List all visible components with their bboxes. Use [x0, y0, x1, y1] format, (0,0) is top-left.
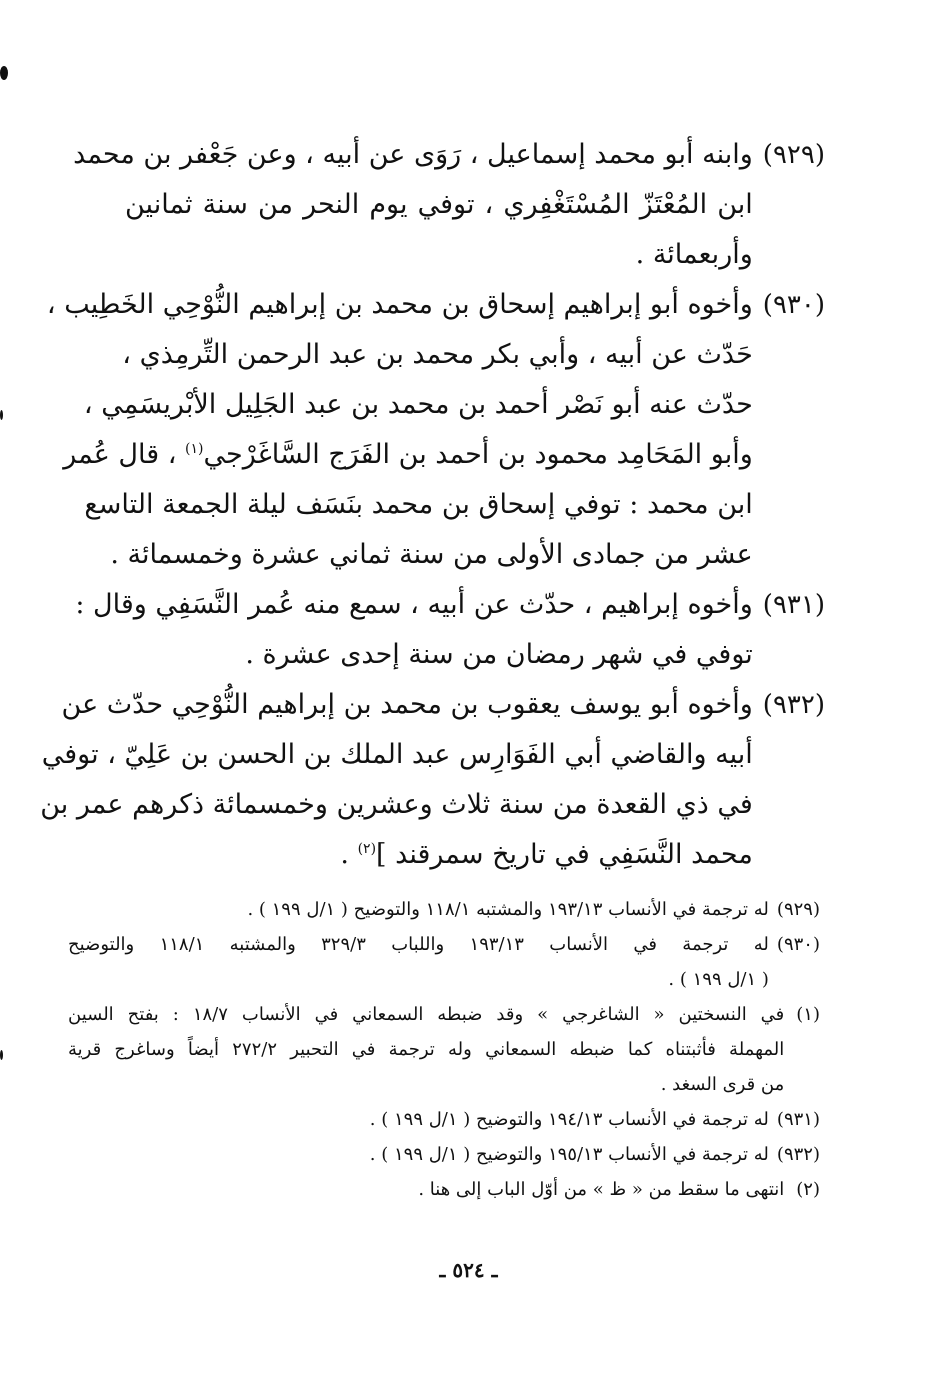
- text-line: ابن المُعْتَزّ المُسْتَغْفِري ، توفي يوم النحر من سنة ثمانين: [125, 189, 753, 220]
- footnote-2: [68, 1172, 820, 1207]
- entry-932: [40, 680, 825, 880]
- entry-930: [46, 280, 825, 580]
- text-line: وابنه أبو محمد إسماعيل ، رَوَى عن أبيه ، وعن جَعْفر بن محمد: [73, 139, 753, 170]
- footnote-number: (٢): [796, 1179, 820, 1200]
- entry-number: (٩٣٢): [762, 690, 825, 720]
- text-line: توفي في شهر رمضان من سنة إحدى عشرة .: [245, 639, 753, 670]
- footnote-text: [68, 1137, 769, 1172]
- text-line-with-footnote: [63, 430, 753, 480]
- footnote-text: [68, 892, 769, 927]
- footnotes: [68, 892, 820, 1207]
- footnote-line: في النسختين « الشاغرجي » وقد ضبطه السمعاني في الأنساب ١٨/٧ : بفتح السين: [68, 1004, 785, 1025]
- footnote-line: له ترجمة في الأنساب ١٩٥/١٣ والتوضيح ( ١/ل ١٩٩ ) .: [369, 1144, 769, 1165]
- text-line: عشر من جمادى الأولى من سنة ثماني عشرة وخمسمائة .: [110, 539, 753, 570]
- entry-931: [75, 580, 825, 680]
- line-text: وأبو المَحَامِد محمود بن أحمد بن الفَرَج السَّاغَرْجي: [203, 439, 753, 470]
- entry-929: [73, 130, 825, 280]
- footnote-number: (٩٣٠): [776, 934, 820, 955]
- line-text: محمد النَّسَفِي في تاريخ سمرقند ]: [376, 839, 753, 870]
- line-tail: ، قال عُمر: [63, 439, 186, 470]
- footnote-931: [68, 1102, 820, 1137]
- scan-mark: [0, 1050, 3, 1060]
- footnote-text: [68, 997, 784, 1102]
- text-line: في ذي القعدة من سنة ثلاث وعشرين وخمسمائة ذكرهم عمر بن: [40, 789, 753, 820]
- entry-body: [75, 580, 753, 680]
- main-text: [40, 130, 825, 880]
- footnote-text: [68, 1102, 769, 1137]
- footnote-line: انتهى ما سقط من « ظ » من أوّل الباب إلى هنا .: [418, 1179, 785, 1200]
- text-line: وأخوه أبو يوسف يعقوب بن محمد بن إبراهيم النُّوْحِي حدّث عن: [61, 689, 753, 720]
- text-line: ابن محمد : توفي إسحاق بن محمد بنَسَف ليلة الجمعة التاسع: [84, 489, 753, 520]
- footnote-number: (٩٣٢): [776, 1144, 820, 1165]
- text-line-with-footnote: [125, 830, 753, 880]
- footnote-number: (١): [796, 1004, 820, 1025]
- footnote-line: له ترجمة في الأنساب ١٩٤/١٣ والتوضيح ( ١/ل ١٩٩ ) .: [369, 1109, 769, 1130]
- footnote-929: [68, 892, 820, 927]
- footnote-line: له ترجمة في الأنساب ١٩٣/١٣ واللباب ٣٢٩/٣ والمشتبه ١١٨/١ والتوضيح: [68, 934, 769, 955]
- text-line: وأخوه إبراهيم ، حدّث عن أبيه ، سمع منه عُمر النَّسَفِي وقال :: [75, 589, 753, 620]
- text-line: حدّث عنه أبو نَصْر أحمد بن محمد بن عبد الجَلِيل الأبْريسَمِي ،: [83, 389, 753, 420]
- footnote-line: له ترجمة في الأنساب ١٩٣/١٣ والمشتبه ١١٨/١ والتوضيح ( ١/ل ١٩٩ ) .: [247, 899, 769, 920]
- footnote-932: [68, 1137, 820, 1172]
- footnote-line: المهملة فأثبتناه كما ضبطه السمعاني وله ترجمة في التحبير ٢٧٢/٢ أيضاً وساغرج قرية: [68, 1039, 785, 1060]
- footnote-number: (٩٣١): [776, 1109, 820, 1130]
- text-line: حَدّث عن أبيه ، وأبي بكر محمد بن عبد الرحمن التِّرمِذي ،: [122, 339, 753, 370]
- footnote-number: (٩٢٩): [776, 899, 820, 920]
- line-tail: .: [340, 839, 358, 870]
- footnote-ref-1: (١): [185, 441, 204, 457]
- entry-number: (٩٢٩): [762, 140, 825, 170]
- text-line: وأربعمائة .: [635, 239, 753, 270]
- entry-body: [46, 280, 753, 580]
- scan-mark: [0, 410, 3, 420]
- entry-number: (٩٣١): [762, 590, 825, 620]
- footnote-ref-2: (٢): [357, 841, 377, 857]
- entry-number: (٩٣٠): [762, 290, 825, 320]
- footnote-line: ( ١/ل ١٩٩ ) .: [668, 969, 769, 990]
- text-line: أبيه والقاضي أبي الفَوَارِس عبد الملك بن الحسن بن عَلِيّ ، توفي: [41, 739, 753, 770]
- footnote-line: من قرى السغد .: [660, 1074, 785, 1095]
- text-line: وأخوه أبو إبراهيم إسحاق بن محمد بن إبراهيم النُّوْحِي الخَطِيب ،: [46, 289, 753, 320]
- footnote-text: [68, 927, 769, 997]
- entry-body: [73, 130, 753, 280]
- scan-mark: [0, 66, 8, 80]
- entry-body: [40, 680, 753, 880]
- page-number: ـ ٥٢٤ ـ: [439, 1258, 498, 1282]
- footnote-930: [68, 927, 820, 997]
- footnote-1: [68, 997, 820, 1102]
- footnote-text: [68, 1172, 784, 1207]
